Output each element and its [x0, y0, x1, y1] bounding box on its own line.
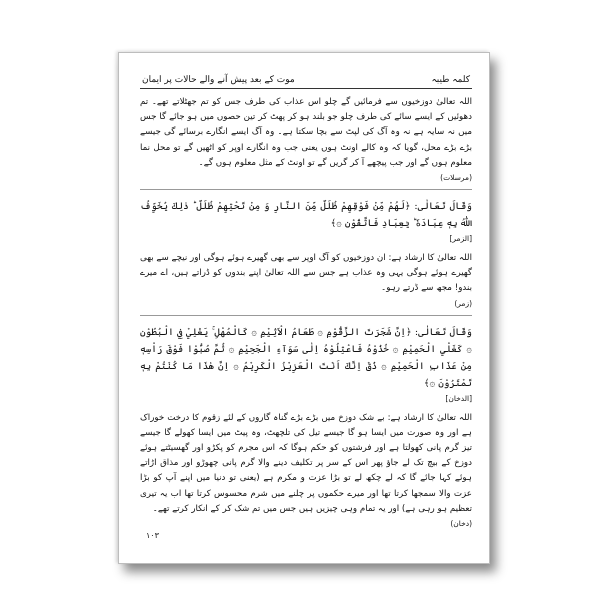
reference-dukhan: [الدخان] [445, 393, 472, 403]
reference-zumar: [الزمر] [449, 234, 472, 244]
arabic-verse-1: وَقَالَ تَعَالٰی: ﴿لَهُمْ مِّنْ فَوْقِهِمْ ظُلَلٌ مِّنَ النَّارِ وَ مِنْ تَحْتِهِمْ ظُلَلٌ ؕ ذٰلِكَ يُخَوِّفُ اللّٰهُ بِهٖ عِبَادَهٗ ؕ يٰعِبَادِ فَاتَّقُوْنِ ۞﴾ [140, 201, 472, 230]
reference-row-3 [140, 298, 472, 310]
reference-zumar-urdu: (زمر) [454, 298, 472, 308]
section-divider-1 [140, 189, 472, 190]
reference-mursalat: (مرسلات) [440, 173, 472, 183]
page-number: ۱۰۳ [146, 531, 159, 540]
reference-row-1 [140, 172, 472, 184]
arabic-verse-2: وَقَالَ تَعَالٰی: ﴿اِنَّ شَجَرَتَ الزَّقُّوْمِ ۞ طَعَامُ الْاَثِيْمِ ۞ كَالْمُهْلِ ۚ يَغْلِيْ فِي الْبُطُوْنِ ۞ كَغَلْيِ الْحَمِيْمِ ۞ خُذُوْهُ فَاعْتِلُوْهُ اِلٰى سَوَآءِ الْجَحِيْمِ ۞ ثُمَّ صُبُّوْا فَوْقَ رَاْسِهٖ مِنْ عَذَابِ الْحَمِيْمِ ۞ ذُقْ اِنَّكَ اَنْتَ الْعَزِيْزُ الْكَرِيْمُ ۞ اِنَّ هٰذَا مَا كُنْتُمْ بِهٖ تَمْتَرُوْنَ ۞﴾ [140, 326, 472, 389]
page-content [140, 72, 472, 542]
running-header [140, 72, 472, 89]
header-left-title: موت کے بعد پیش آنے والے حالات پر ایمان [142, 75, 295, 85]
reference-dukhan-urdu: (دخان) [450, 519, 472, 529]
urdu-paragraph-3: اللہ تعالیٰ کا ارشاد ہے: بے شک دوزخ میں بڑے بڑے گناہ گاروں کے لئے زقوم کا درخت خوراک ہے اور وہ صورت میں ایسا ہو گا جیسے تیل کی تلچھٹ، وہ پیٹ میں ایسا کھولے گا جیسے تیز گرم پانی کھولتا ہے اور فرشتوں کو حکم ہوگا کہ اس مجرم کو پکڑو اور گھسیٹتے ہوئے دوزخ کے بیچ تک لے جاؤ پھر اس کے سر پر تکلیف دینے والا گرم پانی چھوڑو اور مذاق اڑاتے ہوئے کہا جائے گا کہ لے چکھ لے تو بڑا عزت و مکرم ہے (یعنی تو دنیا میں اپنے آپ کو بڑا عزت والا سمجھا کرتا تھا اور میرے حکموں پر چلنے میں شرم محسوس کرتا تھا اب یہ تیری تعظیم ہو رہی ہے) اور یہ تمام وہی چیزیں ہیں جس میں تم شک کر کے انکار کرتے تھے۔ [140, 412, 472, 514]
urdu-paragraph-2: اللہ تعالیٰ کا ارشاد ہے: ان دوزخیوں کو آگ اوپر سے بھی گھیرے ہوئے ہوگی اور نیچے سے بھی گھیرے ہوئے ہوگی یہی وہ عذاب ہے جس سے اللہ تعالیٰ اپنے بندوں کو ڈراتے ہیں، اے میرے بندو! مجھ سے ڈرتے رہو۔ [139, 253, 472, 294]
reference-row-5 [140, 518, 472, 530]
section-divider-2 [140, 315, 472, 316]
reference-row-2 [140, 233, 472, 245]
urdu-paragraph-1: اللہ تعالیٰ دوزخیوں سے فرمائیں گے چلو اس عذاب کی طرف جس کو تم جھٹلاتے تھے۔ تم دھوئیں کے ایسے سائے کی طرف چلو جو بلند ہو کر پھٹ کر تین حصوں میں ہو جائے گا جس میں نہ سایہ ہے نہ وہ آگ کی لپٹ سے بچا سکتا ہے۔ وہ آگ ایسے انگارے برسائے گی جیسے بڑے بڑے محل، گویا کہ وہ کالے اونٹ ہوں یعنی جب وہ انگارے اوپر کو اٹھیں گے تو محل نما معلوم ہوں گے اور جب پیچھے آ کر گریں گے تو اونٹ کے مثل معلوم ہوں گے۔ [140, 97, 472, 168]
reference-row-4 [140, 393, 472, 405]
header-right-title: کلمہ طیبہ [431, 75, 470, 85]
